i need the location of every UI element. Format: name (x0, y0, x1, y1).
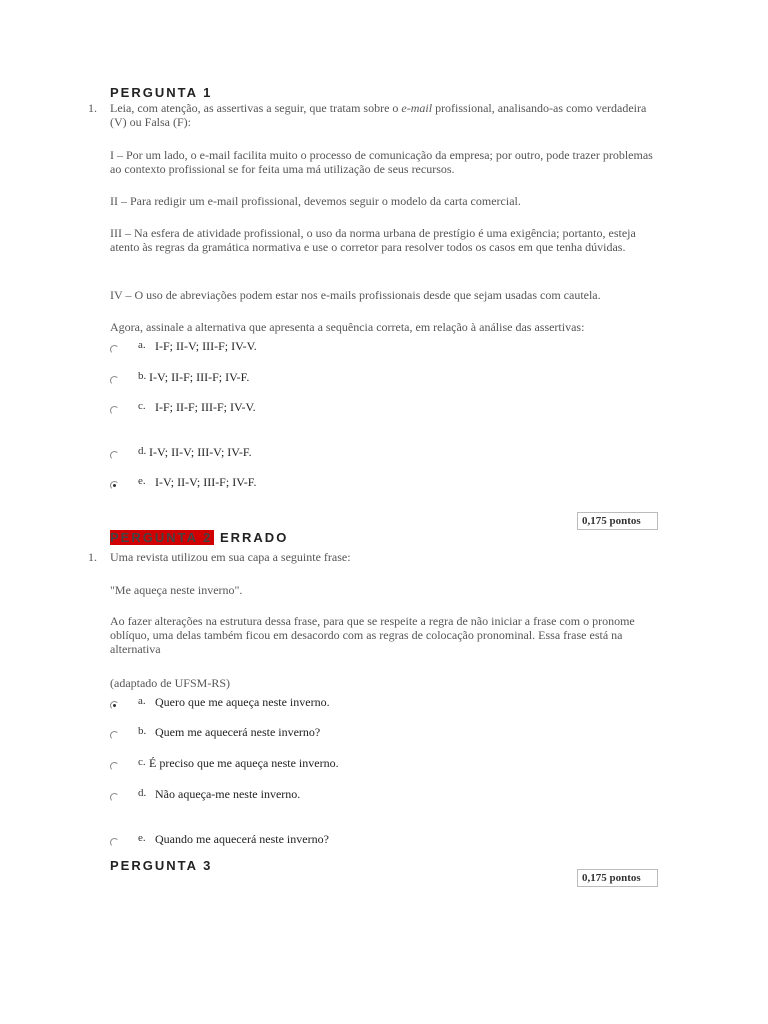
question-2-intro: Uma revista utilizou em sua capa a seguinte frase: (110, 550, 351, 564)
question-1-points: 0,175 pontos (577, 512, 658, 530)
radio-button[interactable] (110, 451, 119, 460)
question-2-label: PERGUNTA 2 (110, 530, 213, 545)
radio-button[interactable] (110, 406, 119, 415)
radio-button[interactable] (110, 838, 119, 847)
statement-2: II – Para redigir um e-mail profissional, devemos seguir o modelo da carta comercial. (110, 194, 521, 208)
option-text: É preciso que me aqueça neste inverno. (149, 756, 339, 770)
option-text: I-V; II-F; III-F; IV-F. (149, 370, 250, 384)
statement-3: III – Na esfera de atividade profissional, o uso da norma urbana de prestígio é uma exigência; portanto, esteja atento às regras da gramática normativa e use o corretor para resolver todos os casos em que tenha dúvidas. (110, 226, 636, 254)
question-2-number: 1. (88, 550, 97, 564)
q2-option-b[interactable]: b. Quem me aquecerá neste inverno? (110, 725, 530, 743)
radio-button-selected[interactable] (110, 701, 119, 710)
radio-button[interactable] (110, 793, 119, 802)
option-text: Não aqueça-me neste inverno. (155, 787, 301, 801)
option-text: I-F; II-F; III-F; IV-V. (155, 400, 256, 414)
question-1-intro: Leia, com atenção, as assertivas a seguir, que tratam sobre o e-mail profissional, analisando-as como verdadeira (V) ou Falsa (F): (110, 101, 647, 129)
option-text: I-V; II-V; III-F; IV-F. (155, 475, 257, 489)
question-2-source: (adaptado de UFSM-RS) (110, 676, 230, 690)
radio-button[interactable] (110, 376, 119, 385)
q1-option-b[interactable]: b. I-V; II-F; III-F; IV-F. (110, 370, 530, 388)
question-1-prompt: Agora, assinale a alternativa que apresenta a sequência correta, em relação à análise das assertivas: (110, 320, 585, 334)
q1-option-d[interactable]: d. I-V; II-V; III-V; IV-F. (110, 445, 530, 463)
q1-option-e[interactable]: e. I-V; II-V; III-F; IV-F. (110, 475, 530, 493)
q2-option-d[interactable]: d. Não aqueça-me neste inverno. (110, 787, 530, 805)
q2-option-a[interactable]: a. Quero que me aqueça neste inverno. (110, 695, 530, 713)
question-3-heading: PERGUNTA 3 (110, 858, 213, 873)
q1-option-c[interactable]: c. I-F; II-F; III-F; IV-V. (110, 400, 530, 418)
radio-button-selected[interactable] (110, 481, 119, 490)
radio-button[interactable] (110, 731, 119, 740)
option-text: I-F; II-V; III-F; IV-V. (155, 339, 257, 353)
option-text: Quem me aquecerá neste inverno? (155, 725, 321, 739)
q2-option-c[interactable]: c. É preciso que me aqueça neste inverno. (110, 756, 530, 774)
q1-option-a[interactable]: a. I-F; II-V; III-F; IV-V. (110, 339, 530, 357)
question-1-heading: PERGUNTA 1 (110, 85, 213, 100)
radio-button[interactable] (110, 345, 119, 354)
question-2-heading (110, 530, 288, 546)
question-2-points: 0,175 pontos (577, 869, 658, 887)
question-2-text: Ao fazer alterações na estrutura dessa frase, para que se respeite a regra de não iniciar a frase com o pronome oblíquo, uma delas também ficou em desacordo com as regras de colocação pronominal. Essa frase está na alternativa (110, 614, 635, 656)
option-text: Quando me aquecerá neste inverno? (155, 832, 329, 846)
question-2-status: ERRADO (219, 530, 289, 545)
statement-4: IV – O uso de abreviações podem estar nos e-mails profissionais desde que sejam usadas com cautela. (110, 288, 601, 302)
question-2-quote: "Me aqueça neste inverno". (110, 583, 243, 597)
question-1-number: 1. (88, 101, 97, 115)
option-text: Quero que me aqueça neste inverno. (155, 695, 330, 709)
option-text: I-V; II-V; III-V; IV-F. (149, 445, 252, 459)
q2-option-e[interactable]: e. Quando me aquecerá neste inverno? (110, 832, 530, 850)
radio-button[interactable] (110, 762, 119, 771)
statement-1: I – Por um lado, o e-mail facilita muito o processo de comunicação da empresa; por outro, pode trazer problemas ao contexto profissional se for feita uma má utilização de seus recursos. (110, 148, 653, 176)
